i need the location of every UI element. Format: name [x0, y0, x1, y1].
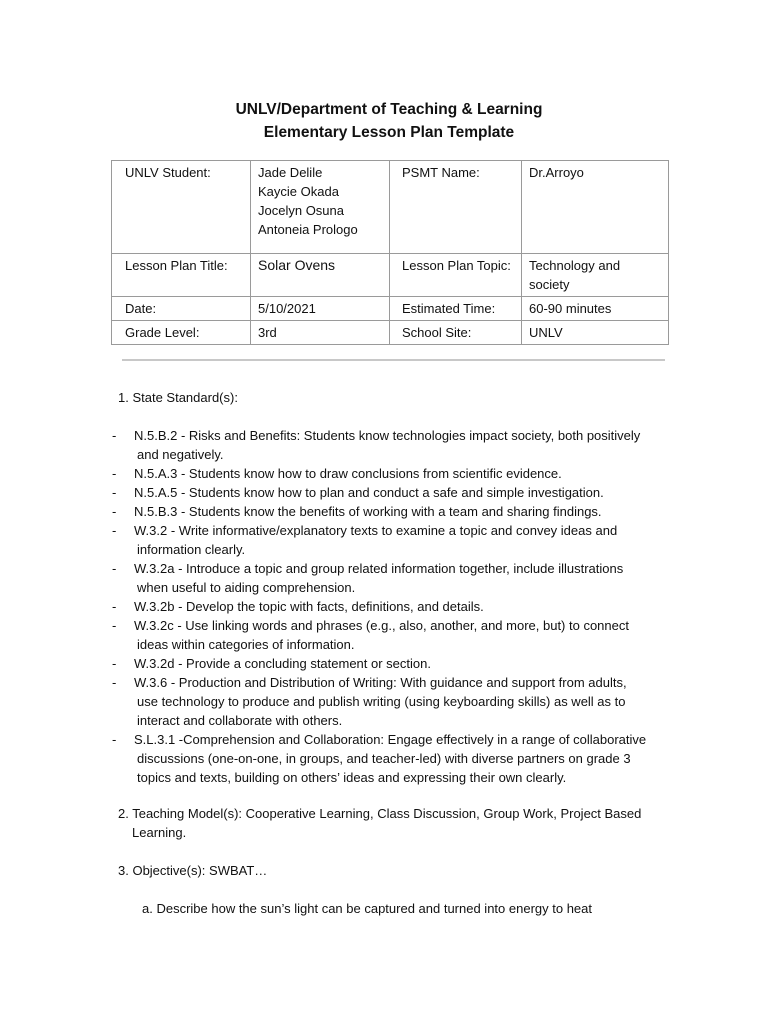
dash-bullet: - [112, 428, 117, 443]
standard-text [134, 521, 682, 559]
dash-bullet: - [112, 732, 117, 747]
objectives-heading: 3. Objective(s): SWBAT… [118, 863, 268, 878]
standard-line: ideas within categories of information. [137, 637, 355, 652]
standard-line: use technology to produce and publish writing (using keyboarding skills) as well as to [137, 694, 626, 709]
estimated-time-value: 60-90 minutes [522, 297, 669, 321]
standards-list [112, 426, 682, 787]
dash-bullet: - [112, 675, 117, 690]
psmt-value: Dr.Arroyo [522, 161, 669, 254]
teaching-models-line: 2. Teaching Model(s): Cooperative Learning, Class Discussion, Group Work, Project Based [118, 806, 642, 821]
school-site-label: School Site: [390, 321, 522, 345]
dash-bullet: - [112, 466, 117, 481]
date-value: 5/10/2021 [251, 297, 390, 321]
objective-item: a. Describe how the sun’s light can be captured and turned into energy to heat [142, 901, 592, 916]
standard-text [134, 730, 682, 787]
standard-line: information clearly. [137, 542, 246, 557]
document-title: UNLV/Department of Teaching & Learning [235, 101, 543, 118]
standard-item [112, 521, 682, 559]
estimated-time-label: Estimated Time: [390, 297, 522, 321]
standard-line: when useful to aiding comprehension. [137, 580, 356, 595]
standard-text [134, 502, 682, 521]
standard-line: discussions (one-on-one, in groups, and teacher-led) with diverse partners on grade 3 [137, 751, 631, 766]
student-name: Antoneia Prologo [258, 222, 358, 237]
standard-line: N.5.B.3 - Students know the benefits of working with a team and sharing findings. [134, 504, 602, 519]
dash-bullet: - [112, 599, 117, 614]
standard-line: W.3.2c - Use linking words and phrases (e.g., also, another, and more, but) to connect [134, 618, 629, 633]
grade-level-value: 3rd [251, 321, 390, 345]
student-name: Kaycie Okada [258, 184, 339, 199]
standard-item [112, 730, 682, 787]
standard-text [134, 483, 682, 502]
standard-line: N.5.B.2 - Risks and Benefits: Students know technologies impact society, both positively [134, 428, 641, 443]
standard-item [112, 502, 682, 521]
standard-line: W.3.6 - Production and Distribution of Writing: With guidance and support from adults, [134, 675, 627, 690]
student-label: UNLV Student: [112, 161, 251, 254]
standard-item [112, 673, 682, 730]
document-subtitle: Elementary Lesson Plan Template [263, 124, 515, 141]
standard-item [112, 616, 682, 654]
standard-line: W.3.2a - Introduce a topic and group related information together, include illustrations [134, 561, 624, 576]
standard-item [112, 483, 682, 502]
standard-line: W.3.2d - Provide a concluding statement or section. [134, 656, 431, 671]
student-names [251, 161, 390, 254]
standard-line: S.L.3.1 -Comprehension and Collaboration: Engage effectively in a range of collaborative [134, 732, 647, 747]
standard-line: N.5.A.3 - Students know how to draw conclusions from scientific evidence. [134, 466, 562, 481]
standard-text [134, 464, 682, 483]
standard-item [112, 426, 682, 464]
student-name: Jade Delile [258, 165, 323, 180]
standard-line: W.3.2b - Develop the topic with facts, definitions, and details. [134, 599, 484, 614]
student-name: Jocelyn Osuna [258, 203, 344, 218]
dash-bullet: - [112, 618, 117, 633]
dash-bullet: - [112, 523, 117, 538]
dash-bullet: - [112, 504, 117, 519]
standard-line: W.3.2 - Write informative/explanatory texts to examine a topic and convey ideas and [134, 523, 618, 538]
standard-line: topics and texts, building on others’ ideas and expressing their own clearly. [137, 770, 567, 785]
lesson-topic-line: Technology and [529, 258, 621, 273]
lesson-title-label: Lesson Plan Title: [112, 254, 251, 297]
teaching-models-line: Learning. [132, 825, 187, 840]
lesson-topic-line: society [529, 277, 570, 292]
dash-bullet: - [112, 656, 117, 671]
table-row [112, 321, 669, 345]
grade-level-label: Grade Level: [112, 321, 251, 345]
lesson-topic-label: Lesson Plan Topic: [390, 254, 522, 297]
dash-bullet: - [112, 561, 117, 576]
standard-line: interact and collaborate with others. [137, 713, 343, 728]
table-row [112, 161, 669, 254]
standard-text [134, 654, 682, 673]
standard-line: N.5.A.5 - Students know how to plan and conduct a safe and simple investigation. [134, 485, 604, 500]
date-label: Date: [112, 297, 251, 321]
standard-item [112, 654, 682, 673]
standard-text [134, 597, 682, 616]
standard-text [134, 616, 682, 654]
psmt-label: PSMT Name: [390, 161, 522, 254]
lesson-info-table [111, 160, 669, 345]
standard-line: and negatively. [137, 447, 224, 462]
teaching-models [118, 804, 678, 842]
section-divider [122, 359, 665, 361]
standard-item [112, 559, 682, 597]
table-row [112, 254, 669, 297]
standard-item [112, 597, 682, 616]
lesson-title-value: Solar Ovens [251, 254, 390, 297]
standard-text [134, 673, 682, 730]
school-site-value: UNLV [522, 321, 669, 345]
table-row [112, 297, 669, 321]
standard-text [134, 559, 682, 597]
state-standards-heading: 1. State Standard(s): [118, 390, 238, 405]
dash-bullet: - [112, 485, 117, 500]
standard-text [134, 426, 682, 464]
standard-item [112, 464, 682, 483]
lesson-topic-value [522, 254, 669, 297]
